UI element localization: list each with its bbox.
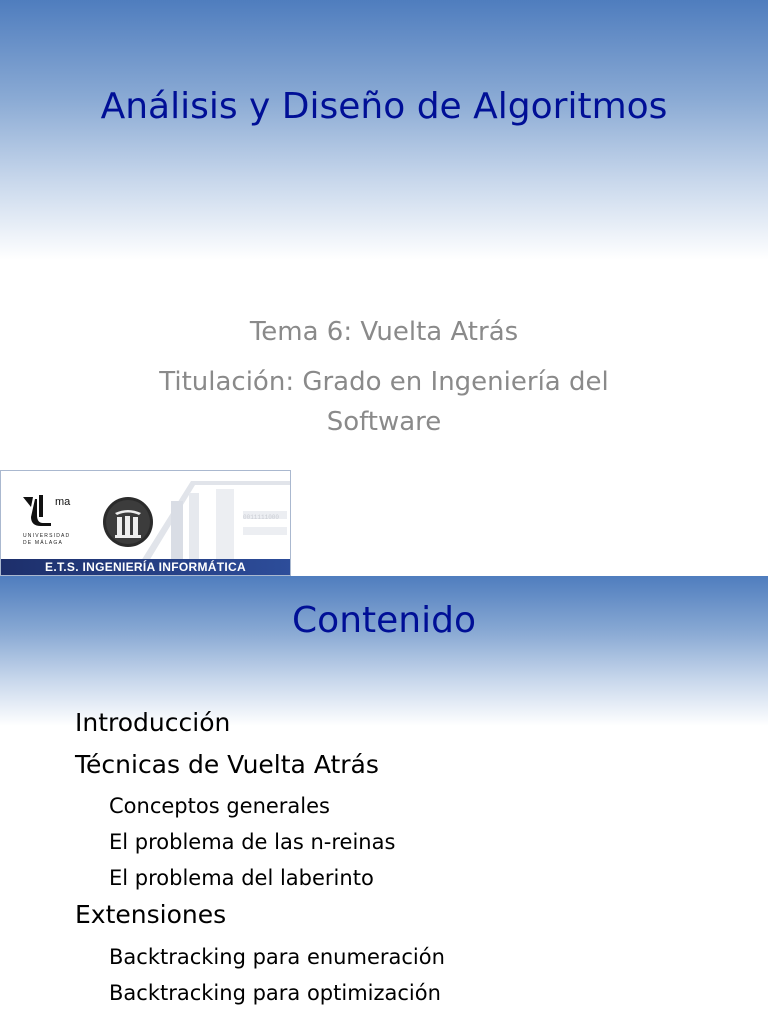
toc-subitem-n-reinas: El problema de las n-reinas [109, 830, 396, 854]
ets-logo-banner [0, 470, 291, 576]
uma-text-line1: UNIVERSIDAD [23, 533, 71, 539]
binary-text: 0011111000 [243, 514, 280, 521]
toc-item-extensiones: Extensiones [75, 900, 227, 929]
subtitle-degree-line1: Titulación: Grado en Ingeniería del [159, 367, 609, 397]
uma-text [23, 533, 70, 547]
ets-round-logo-icon [101, 495, 155, 549]
toc-item-introduccion: Introducción [75, 708, 231, 737]
toc-subitem-laberinto: El problema del laberinto [109, 866, 374, 890]
uma-text-line2: DE MÁLAGA [23, 540, 63, 546]
contents-title: Contenido [292, 600, 476, 641]
subtitle-degree-line2: Software [326, 407, 442, 437]
toc-subitem-optimizacion: Backtracking para optimización [109, 981, 441, 1005]
slide-title: Análisis y Diseño de Algoritmos [100, 86, 668, 127]
toc-item-tecnicas: Técnicas de Vuelta Atrás [75, 750, 379, 779]
title-gradient-band [0, 0, 768, 260]
ets-name-bar: E.T.S. INGENIERÍA INFORMÁTICA [1, 559, 290, 575]
contents-slide [0, 576, 768, 1024]
contents-gradient-band [0, 576, 768, 726]
toc-subitem-conceptos: Conceptos generales [109, 794, 330, 818]
subtitle-topic: Tema 6: Vuelta Atrás [249, 317, 519, 347]
columns-decoration [131, 471, 291, 561]
toc-subitem-enumeracion: Backtracking para enumeración [109, 945, 445, 969]
subtitle-degree [0, 362, 768, 442]
uma-mark-text: ma [55, 496, 71, 508]
